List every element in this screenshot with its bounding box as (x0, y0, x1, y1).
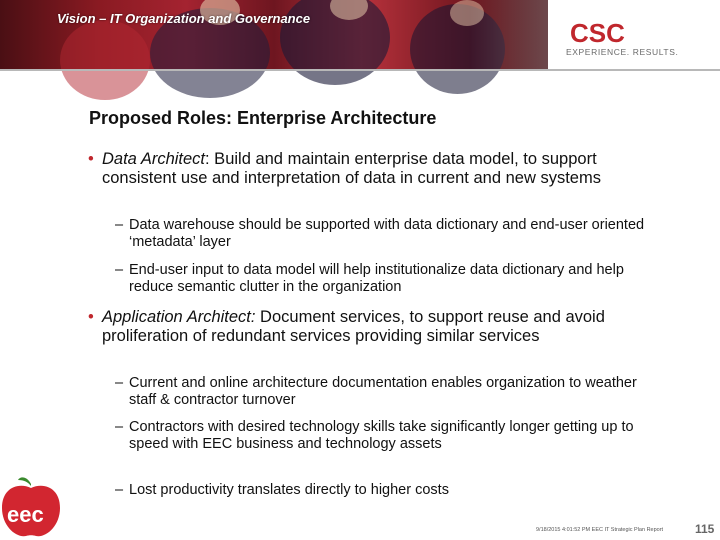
banner-title: Vision – IT Organization and Governance (57, 11, 311, 26)
footer-text: 9/18/2015 4:01:52 PM EEC IT Strategic Plan Report (536, 527, 664, 533)
eec-logo-text: eec (7, 502, 44, 527)
bullet-role: Application Architect: (102, 308, 256, 326)
csc-tagline: EXPERIENCE. RESULTS. (566, 47, 679, 57)
bullet-role: Data Architect (102, 150, 206, 168)
sub-bullet-text: Contractors with desired technology skills take significantly longer getting up to speed with EEC business and technology assets (129, 419, 634, 452)
bullet-text: : Build and maintain enterprise data model, to support consistent use and interpretation of data in current and new systems (102, 150, 601, 187)
sub-bullet-text: Data warehouse should be supported with data dictionary and end-user oriented ‘metadata’ layer (129, 217, 645, 250)
bullet-dot: • (88, 308, 94, 326)
sub-bullet: – End-user input to data model will help institutionalize data dictionary and help reduce semantic clutter in the organization (115, 262, 645, 296)
sub-bullet-text: Current and online architecture documentation enables organization to weather staff & contractor turnover (129, 375, 637, 408)
bullet-data-architect (88, 150, 648, 188)
sub-bullet: – Current and online architecture documentation enables organization to weather staff & contractor turnover (115, 375, 645, 409)
csc-logo-icon (570, 18, 625, 48)
bullet-text: Document services, to support reuse and avoid proliferation of redundant services providing similar services (102, 308, 605, 345)
bullet-application-architect (88, 308, 648, 346)
slide-title: Proposed Roles: Enterprise Architecture (89, 108, 437, 128)
csc-logo-text: CSC (570, 18, 625, 48)
sub-bullet: – Lost productivity translates directly to higher costs (115, 482, 645, 499)
sub-bullet: – Data warehouse should be supported with data dictionary and end-user oriented ‘metadata’ layer (115, 217, 645, 250)
header-banner (0, 0, 720, 70)
sub-bullet-text: End-user input to data model will help institutionalize data dictionary and help reduce semantic clutter in the organization (129, 262, 624, 295)
bullet-dot: • (88, 150, 94, 168)
csc-logo (566, 18, 706, 62)
sub-bullet: – Contractors with desired technology skills take significantly longer getting up to speed with EEC business and technology assets (115, 419, 645, 453)
sub-bullet-text: Lost productivity translates directly to higher costs (129, 482, 449, 498)
page-number: 115 (695, 522, 715, 536)
eec-apple-logo (0, 474, 62, 540)
header-divider (0, 69, 720, 71)
